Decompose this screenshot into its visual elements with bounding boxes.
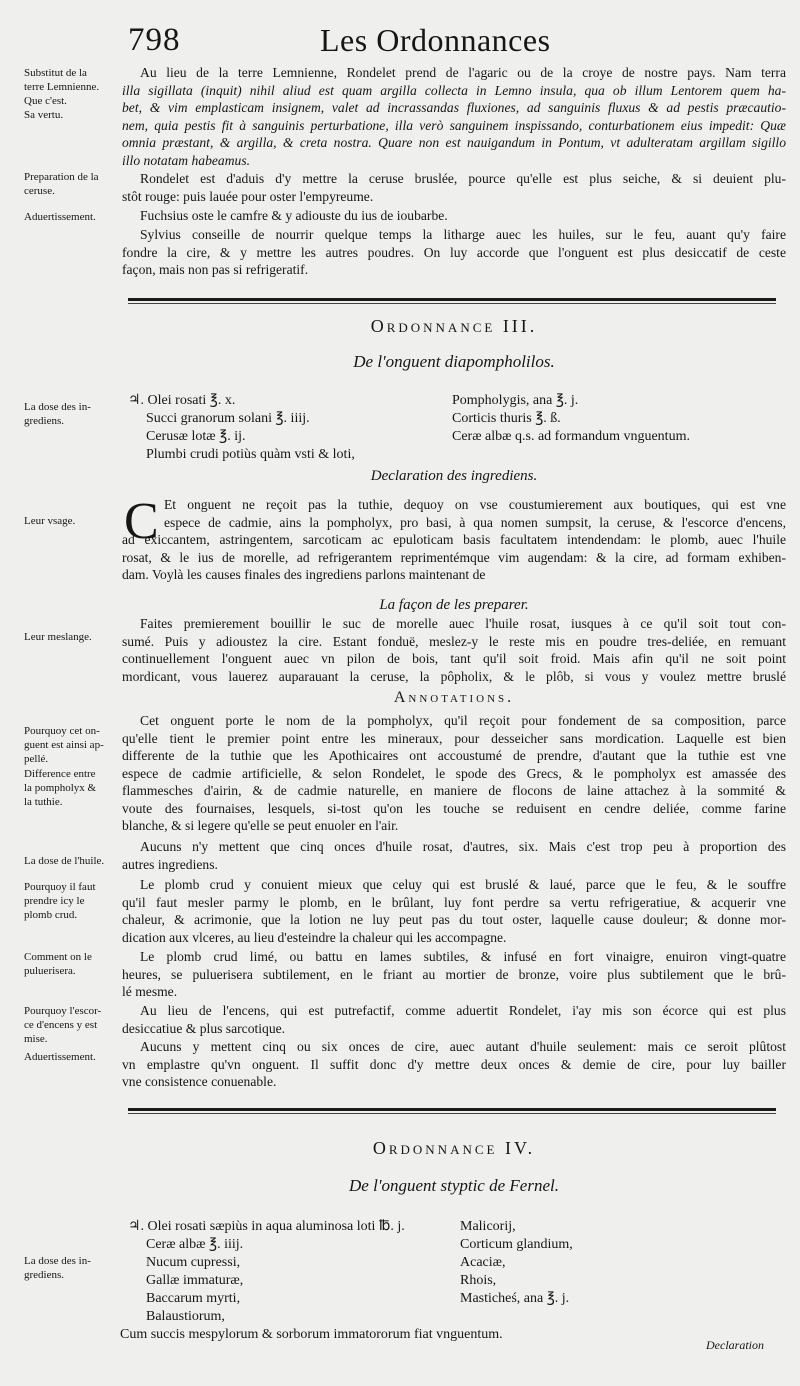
paragraph-fuchsius: Fuchsius oste le camfre & y adiouste du ius de ioubarbe.: [140, 208, 448, 223]
margin-note-raw-lead: Pourquoy il faut prendre icy le plomb crud.: [24, 881, 96, 921]
margin-note-oil-dose: La dose de l'huile.: [24, 855, 105, 867]
recipe-4-right: Malicorij, Corticum glandium, Acaciæ, Rhois, Masticheś, ana ℥. j.: [460, 1219, 573, 1306]
declaration-text: ad exiccantem, astringentem, sarcoticam ac epuloticam basis facultatem intendendam: le plomb, auec l'huile rosat, & le ius de morelle, ad refrigerantem reprimentémque vim augendam: & la cire, ad formam exhiben- dam. Voylà les causes finales des ingrediens parlons maintenant de: [122, 532, 786, 582]
margin-note-warning: Aduertissement.: [24, 211, 96, 223]
drop-cap: C: [124, 493, 159, 550]
page-number: 798: [128, 22, 181, 58]
recipe-3-right: Pompholygis, ana ℥. j. Corticis thuris ℥. ß. Ceræ albæ q.s. ad formandum vnguentum.: [452, 393, 690, 444]
ordonnance-4-title: De l'onguent styptic de Fernel.: [349, 1176, 559, 1195]
preparation-text: Faites premierement bouillir le suc de morelle auec l'huile rosat, iusques à ce qu'il soit tout con- sumé. Puis y adioustez la cire. Estant fonduë, meslez-y le reste mis en poudre tres-deliée, en remuant continuellement l'onguent auec vn pilon de bois, tant qu'il soit froid. Mais afin qu'il ne soit point mordicant, vous lauerez auparauant la ceruse, la pôpholix, & le plôb, si vous y voulez mettre bruslé: [122, 616, 786, 684]
margin-note-dose: La dose des in- grediens.: [24, 401, 91, 427]
recipe-4-instruction: Cum succis mespylorum & sorborum immatororum fiat vnguentum.: [120, 1327, 503, 1342]
recipe-3-left: ♃. Olei rosati ℥. x. Succi granorum solani ℥. iiij. Cerusæ lotæ ℥. ij. Plumbi crudi potiùs quàm vsti & loti,: [128, 393, 355, 462]
ordonnance-3-heading: Ordonnance III.: [370, 316, 538, 336]
declaration-first-lines: Et onguent ne reçoit pas la tuthie, dequoy on vse coustumierement aux boutiques, qui est vne espece de cadmie, ains la pompholyx, pro basi, à qua nomen sumpsit, la ceruse, & l'escorce d'encens,: [164, 497, 786, 530]
annotation-1: Cet onguent porte le nom de la pompholyx, qu'il reçoit pour fondement de sa composition, parce qu'elle tient le premier point entre les mineraux, pour desseicher sans mordication. Laquelle est bien differente de la tuthie que les Apothicaires ont accoustumé de prendre, d'autant que la tuthie est vne espece de cadmie artificielle, & selon Rondelet, le spode des Grecs, & le pompholyx est amassée des flammesches d'airin, & de cadmie naturelle, en maniere de flocons de laine attachez à la sommité & voute des fournaises, lesquels, si-tost qu'on les touche se reduisent en cendre deliée, comme farine blanche, & si legere qu'elle se peut enuoler en l'air.: [122, 713, 786, 833]
paragraph-ceruse: Rondelet est d'aduis d'y mettre la ceruse bruslée, pource qu'elle est plus seiche, & si deuient plu- stôt rouge: puis lauée pour oster l'empyreume.: [122, 171, 786, 204]
annotation-5: Au lieu de l'encens, qui est putrefactif, comme aduertit Rondelet, i'ay mis son écorce qui est plus desiccatiue & plus sarcotique.: [122, 1003, 786, 1036]
margin-note-mixing: Leur meslange.: [24, 631, 92, 643]
paragraph-substitute: Au lieu de la terre Lemnienne, Rondelet prend de l'agaric ou de la croye de nostre pays. Nam terra illa sigillata (inquit) nihil aliud est quam argilla collecta in Lemno insula, qua ob illum Lentorem quem ha- bet, & vim emplasticam insignem, valet ad incrassandas fluxiones, ad sanguinis fluxus & ad pestis præcautio- nem, quia pestis fit à sanguinis perturbatione, illa verò sanguinem inspissando, conturbationem eius impedit: Quæ omnia præstant, & argilla, & creta nostra. Quare non est nauigandum in Pontum, vt adulteratam argillam sigillo illo notatam habeamus.: [122, 65, 786, 168]
margin-note-difference: Difference entre la pompholyx & la tuthie.: [24, 768, 97, 808]
margin-note-name: Pourquoy cet on- guent est ainsi ap- pellé.: [24, 725, 104, 765]
margin-note-usage: Leur vsage.: [24, 515, 76, 527]
paragraph-sylvius: Sylvius conseille de nourrir quelque temps la litharge auec les huiles, sur le feu, auant qu'y faire fondre la cire, & y mettre les autres poudres. On luy accorde que l'onguent est plus desiccatif de ceste façon, mais non pas si refrigeratif.: [122, 227, 786, 277]
annotation-3: Le plomb crud y conuient mieux que celuy qui est bruslé & laué, parce que le feu, & le souffre qu'il faut mesler parmy le plomb, en le brûlant, luy font perdre sa vertu refrigeratiue, & acquerir vne chaleur, & acrimonie, que la lotion ne luy peut pas du tout oster, laquelle cause douleur; & donne mor- dication aux vlceres, au lieu d'esteindre la chaleur qui les accompagne.: [122, 877, 786, 945]
ordonnance-3-title: De l'onguent diapompholilos.: [353, 352, 555, 371]
recipe-4-left: ♃. Olei rosati sæpiùs in aqua aluminosa loti ℔. j. Ceræ albæ ℥. iiij. Nucum cupressi, Gallæ immaturæ, Baccarum myrti, Balaustiorum,: [128, 1219, 405, 1324]
margin-note-warning-2: Aduertissement.: [24, 1051, 96, 1063]
margin-note-preparation: Preparation de la ceruse.: [24, 171, 99, 197]
margin-note-dose-2: La dose des in- grediens.: [24, 1255, 91, 1281]
annotation-4: Le plomb crud limé, ou battu en lames subtiles, & infusé en fort vinaigre, enuiron vingt-quatre heures, se puluerisera subtilement, en le friant au mortier de bronze, voire plus subtilement que le brû- lé mesme.: [122, 949, 786, 999]
section-divider: [128, 298, 776, 301]
preparation-heading: La façon de les preparer.: [379, 597, 529, 613]
declaration-heading: Declaration des ingrediens.: [370, 468, 538, 484]
running-title: Les Ordonnances: [320, 22, 551, 58]
ordonnance-4-heading: Ordonnance IV.: [372, 1138, 536, 1158]
section-divider-2: [128, 1108, 776, 1111]
annotations-heading: Annotations.: [393, 689, 515, 706]
margin-note-pulverize: Comment on le puluerisera.: [24, 951, 92, 977]
annotation-6: Aucuns y mettent cinq ou six onces de cire, auec autant d'huile seulement: mais ce seroit plûtost vn emplastre qu'vn onguent. Il suffit donc d'y mettre deux onces & demie de cire, pour luy bailler vne consistence conuenable.: [122, 1039, 786, 1089]
catchword: Declaration: [706, 1338, 764, 1352]
page-header: [0, 22, 800, 66]
margin-note-incense: Pourquoy l'escor- ce d'encens y est mise.: [24, 1005, 102, 1045]
margin-note-substitute: Substitut de la terre Lemnienne. Que c'est. Sa vertu.: [24, 67, 100, 121]
annotation-2: Aucuns n'y mettent que cinq onces d'huile rosat, d'autres, six. Mais c'est trop peu à proportion des autres ingrediens.: [122, 839, 786, 872]
